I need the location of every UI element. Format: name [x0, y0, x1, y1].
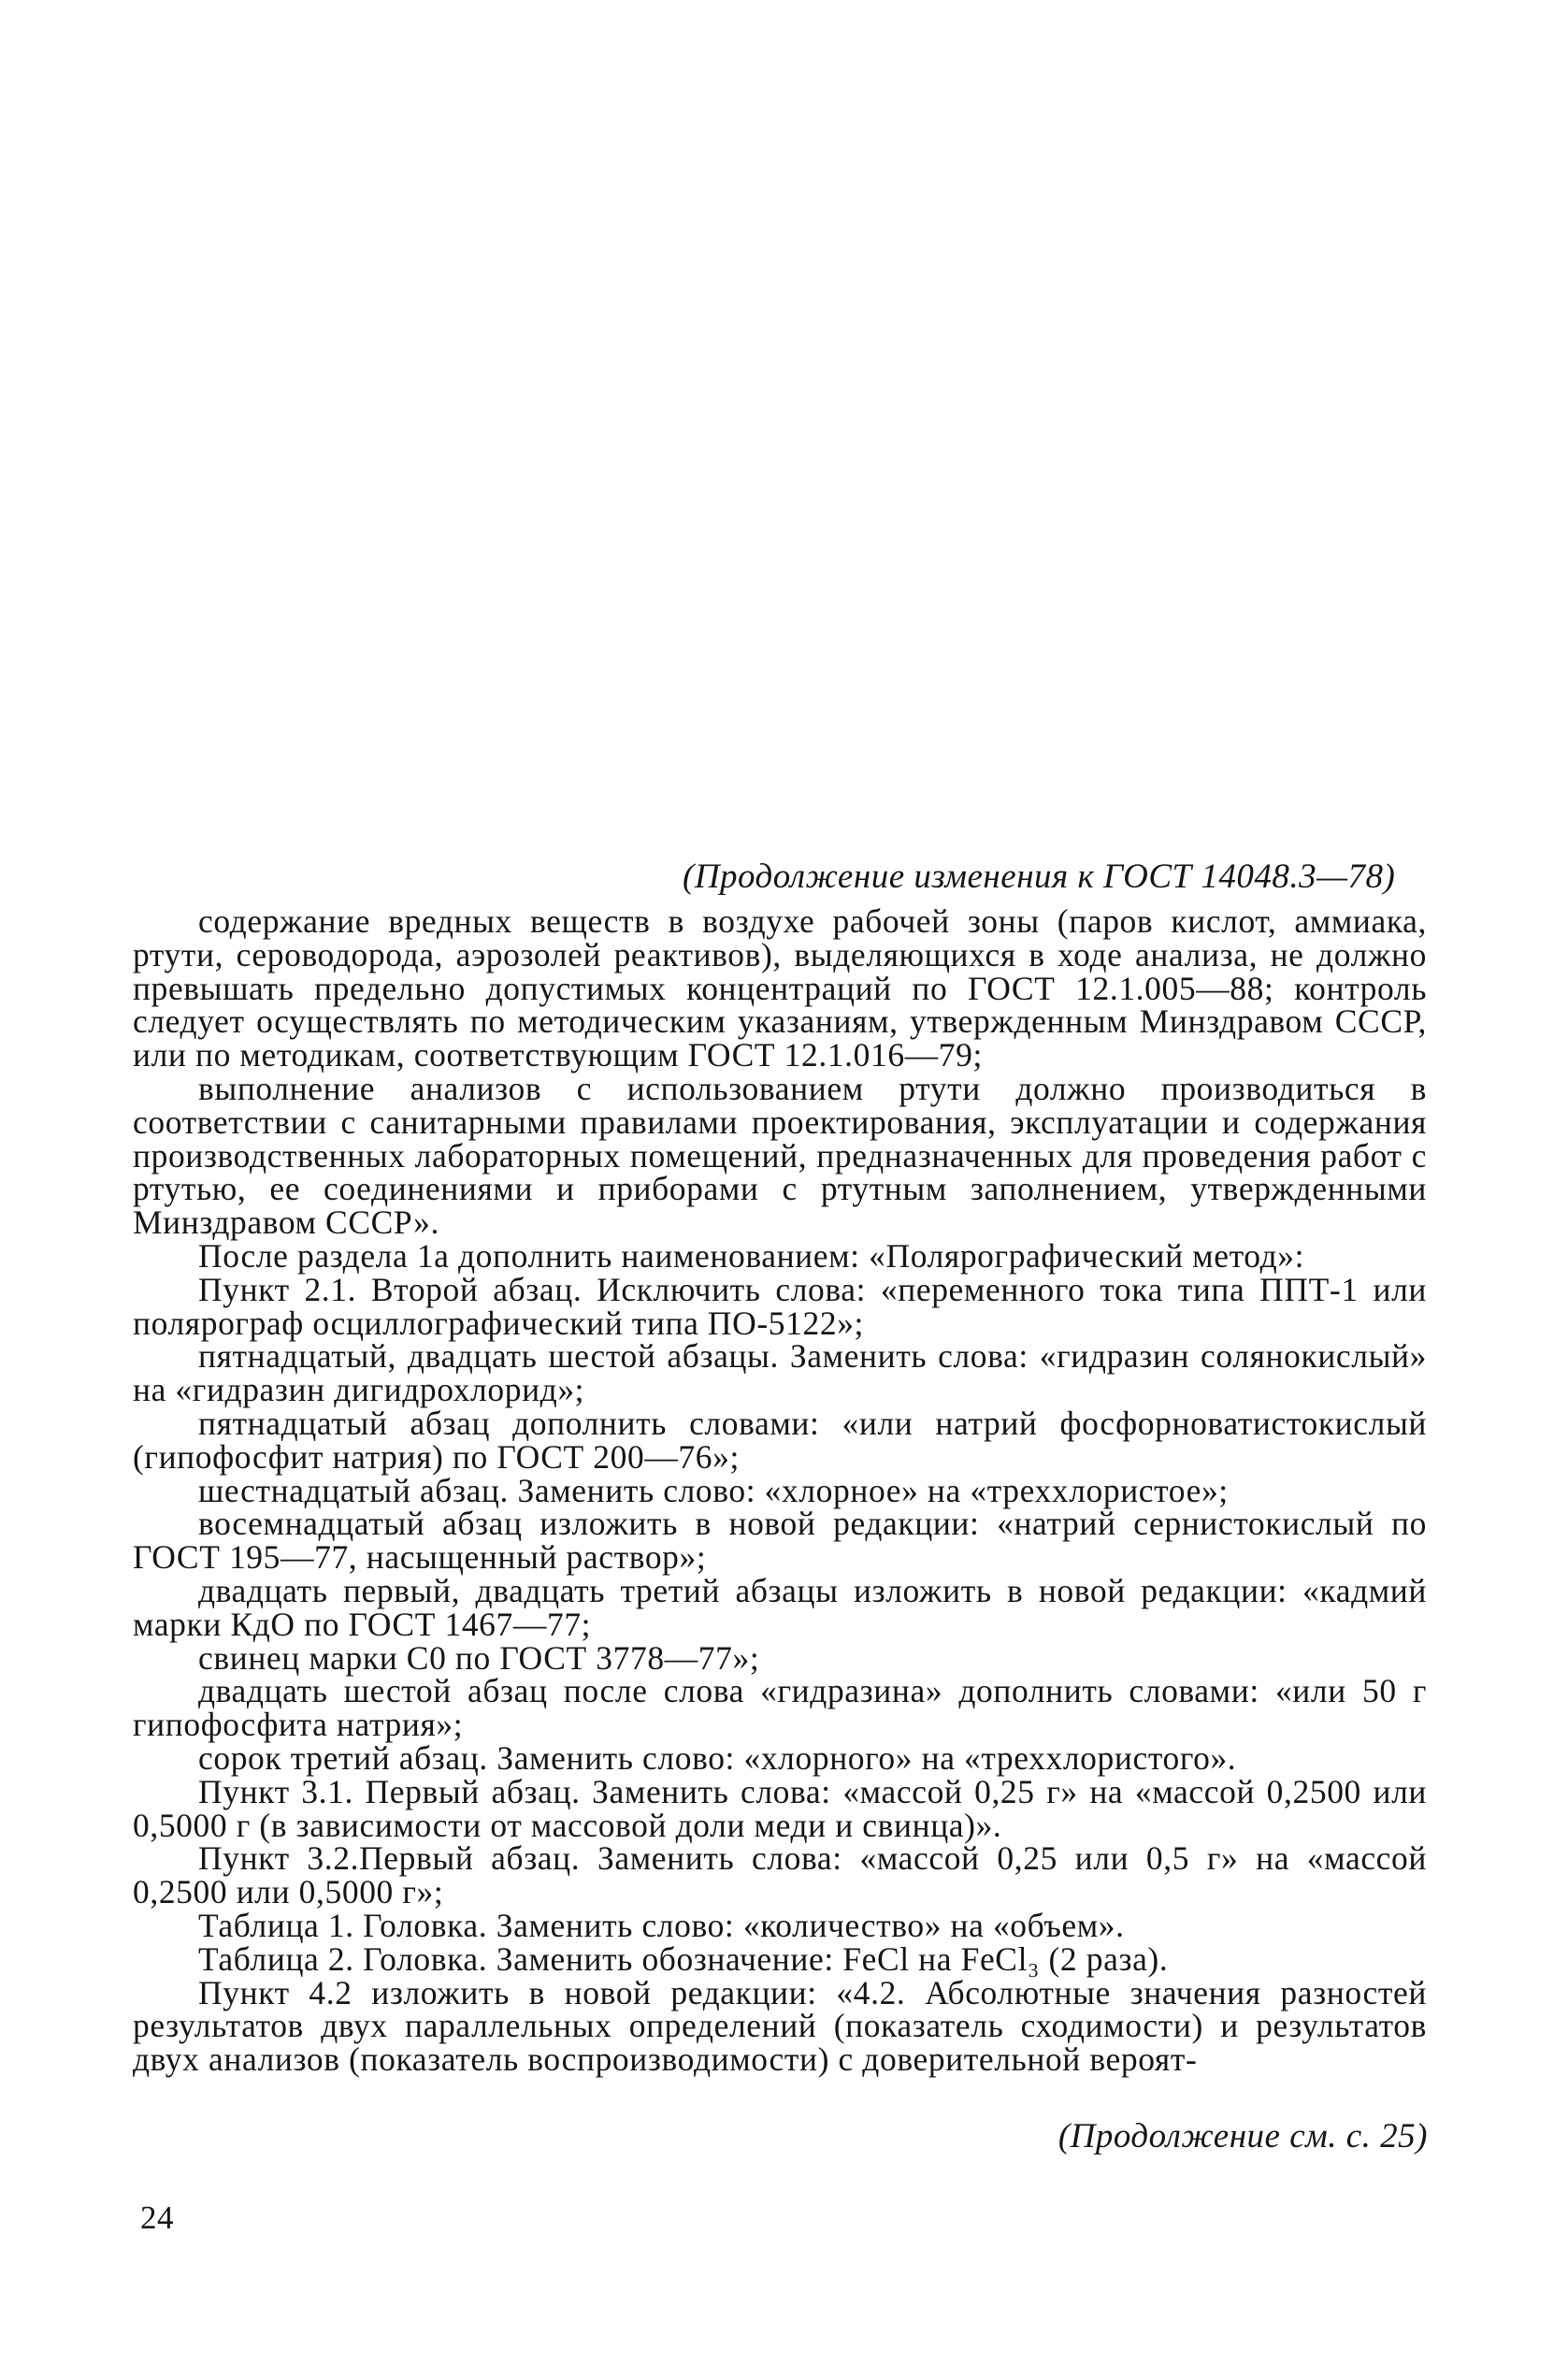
paragraph-7: шестнадцатый абзац. Заменить слово: «хлорное» на «треххлористое»; — [198, 1471, 1229, 1509]
page-number: 24 — [140, 2199, 174, 2236]
paragraph-17: Пункт 4.2 изложить в новой редакции: «4.2. Абсолютные значения разностей результатов двух параллельных определений (показатель сходимости) и результатов двух анализов (показатель воспроизводимости) с доверительной вероят- — [133, 1973, 1427, 2079]
paragraph-4: Пункт 2.1. Второй абзац. Исключить слова: «переменного тока типа ППТ-1 или полярограф осциллографический типа ПО-5122»; — [133, 1270, 1427, 1342]
continuation-note: (Продолжение см. с. 25) — [1057, 2117, 1428, 2155]
paragraph-1: содержание вредных веществ в воздухе рабочей зоны (паров кислот, аммиака, ртути, сероводорода, аэрозолей реактивов), выделяющихся в ходе анализа, не должно превышать предельно допустимых концентраций по ГОСТ 12.1.005—88; контроль следует осуществлять по методическим указаниям, утвержденным Минздравом СССР, или по методикам, соответствующим ГОСТ 12.1.016—79; — [133, 902, 1427, 1074]
paragraph-12: сорок третий абзац. Заменить слово: «хлорного» на «треххлористого». — [198, 1738, 1237, 1777]
paragraph-15: Таблица 1. Головка. Заменить слово: «количество» на «объем». — [198, 1906, 1125, 1944]
paragraph-10: свинец марки С0 по ГОСТ 3778—77»; — [198, 1638, 760, 1677]
paragraph-2: выполнение анализов с использованием ртути должно производиться в соответствии с санитарными правилами проектирования, эксплуатации и содержания производственных лабораторных помещений, предназначенных для проведения работ с ртутью, ее соединениями и приборами с ртутным заполнением, утвержденными Минздравом СССР». — [133, 1069, 1427, 1242]
running-header: (Продолжение изменения к ГОСТ 14048.3—78) — [683, 858, 1396, 896]
paragraph-13: Пункт 3.1. Первый абзац. Заменить слова: «массой 0,25 г» на «массой 0,2500 или 0,5000 г (в зависимости от массовой доли меди и свинца)». — [133, 1772, 1427, 1844]
paragraph-5: пятнадцатый, двадцать шестой абзацы. Заменить слова: «гидразин солянокислый» на «гидразин дигидрохлорид»; — [133, 1337, 1427, 1409]
paragraph-14: Пункт 3.2.Первый абзац. Заменить слова: «массой 0,25 или 0,5 г» на «массой 0,2500 или 0,5000 г»; — [133, 1839, 1427, 1911]
paragraph-11: двадцать шестой абзац после слова «гидразина» дополнить словами: «или 50 г гипофосфита натрия»; — [133, 1672, 1427, 1744]
paragraph-8: восемнадцатый абзац изложить в новой редакции: «натрий сернистокислый по ГОСТ 195—77, насыщенный раствор»; — [133, 1505, 1427, 1577]
paragraph-16: Таблица 2. Головка. Заменить обозначение: FeCl на FeCl₃ (2 раза). — [198, 1939, 1169, 1978]
body-text — [133, 902, 1427, 2079]
paragraph-6: пятнадцатый абзац дополнить словами: «или натрий фосфорноватистокислый (гипофосфит натрия) по ГОСТ 200—76»; — [133, 1404, 1427, 1476]
paragraph-9: двадцать первый, двадцать третий абзацы изложить в новой редакции: «кадмий марки КдО по ГОСТ 1467—77; — [133, 1571, 1427, 1643]
paragraph-3: После раздела 1а дополнить наименованием: «Полярографический метод»: — [198, 1236, 1305, 1275]
